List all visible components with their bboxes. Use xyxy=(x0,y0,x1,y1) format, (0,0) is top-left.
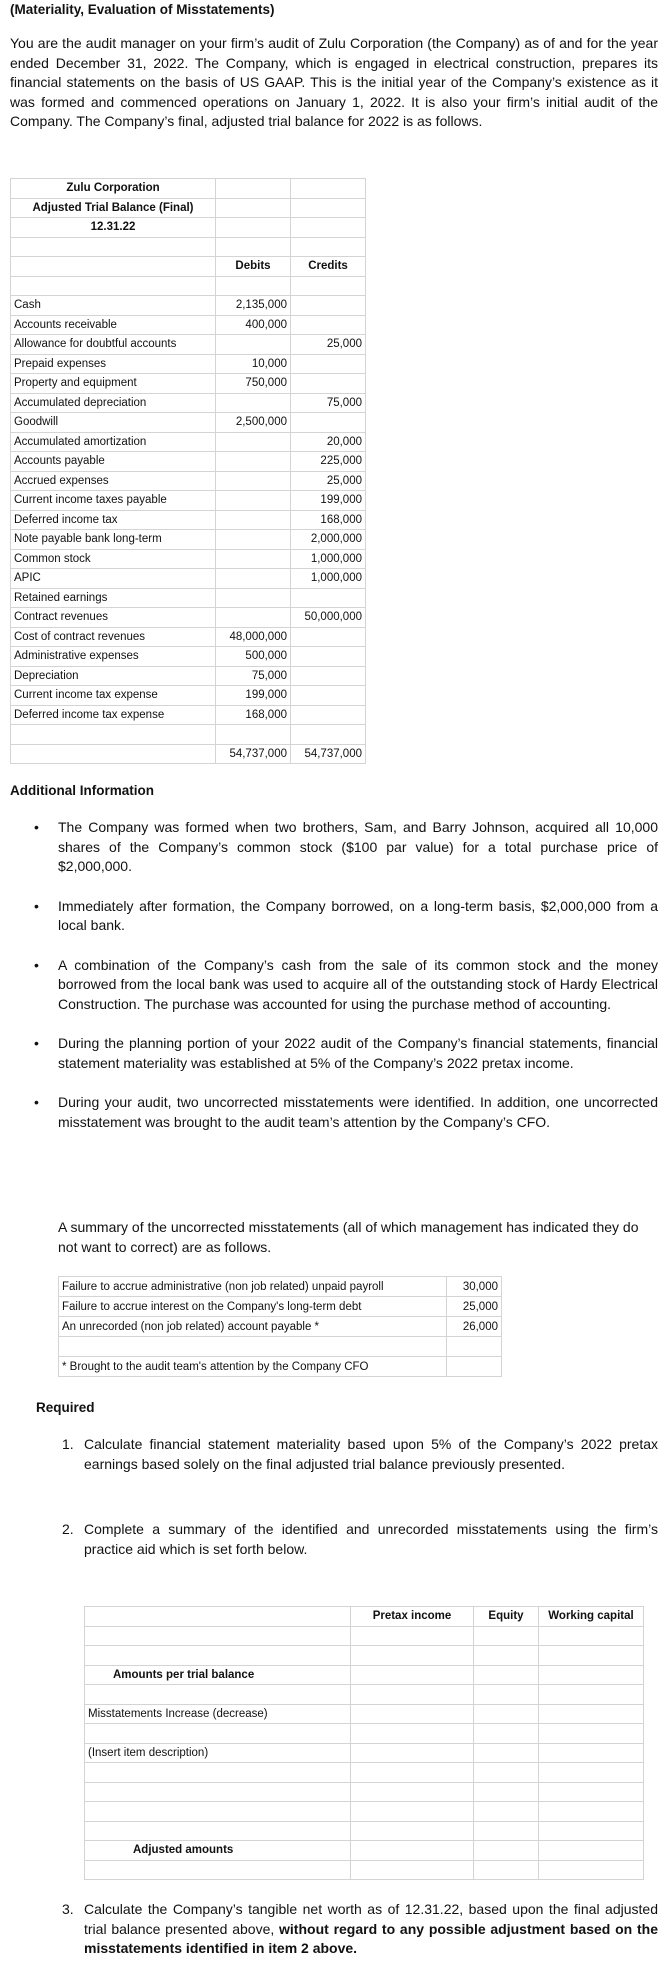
table-row: Failure to accrue interest on the Company's long-term debt 25,000 xyxy=(59,1297,502,1317)
requirement-2: 2. Complete a summary of the identified and unrecorded misstatements using the firm’s practice aid which is set forth below. xyxy=(62,1521,658,1557)
table-row: An unrecorded (non job related) account payable * 26,000 xyxy=(59,1317,502,1337)
tb-credit-value xyxy=(291,647,366,667)
pa-col-equity: Equity xyxy=(474,1607,539,1627)
tb-credit-value xyxy=(291,315,366,335)
trial-balance-table xyxy=(10,178,366,764)
tb-credit-value: 1,000,000 xyxy=(291,569,366,589)
tb-debit-value xyxy=(216,335,291,355)
tb-account-name: Retained earnings xyxy=(11,588,216,608)
list-item: • The Company was formed when two brothers, Sam, and Barry Johnson, acquired all 10,000 shares of the Company’s common stock ($100 par value) for a total purchase price of $2,000,000. xyxy=(34,819,658,874)
required-heading: Required xyxy=(36,1400,95,1415)
tb-debit-value: 2,135,000 xyxy=(216,296,291,316)
tb-debit-value: 75,000 xyxy=(216,666,291,686)
tb-account-name: Current income tax expense xyxy=(11,686,216,706)
additional-info-list xyxy=(30,818,658,1152)
table-row xyxy=(59,1357,502,1377)
tb-account-name: Accrued expenses xyxy=(11,471,216,491)
table-row xyxy=(11,588,366,608)
tb-debit-value: 168,000 xyxy=(216,705,291,725)
tb-account-name: APIC xyxy=(11,569,216,589)
practice-aid-table xyxy=(84,1606,644,1880)
tb-account-name: Common stock xyxy=(11,549,216,569)
table-row xyxy=(11,393,366,413)
tb-account-name: Deferred income tax expense xyxy=(11,705,216,725)
tb-debit-value: 10,000 xyxy=(216,354,291,374)
pa-insert-item: (Insert item description) xyxy=(85,1743,351,1763)
table-row xyxy=(11,627,366,647)
tb-heading-company: Zulu Corporation xyxy=(11,179,216,199)
table-row xyxy=(11,608,366,628)
tb-heading-title: Adjusted Trial Balance (Final) xyxy=(11,198,216,218)
tb-credits-header: Credits xyxy=(291,257,366,277)
list-item: • During your audit, two uncorrected misstatements were identified. In addition, one uncorrected misstatement was brought to the audit team’s attention by the Company’s CFO. xyxy=(34,1094,658,1130)
pa-col-working-capital: Working capital xyxy=(539,1607,644,1627)
tb-account-name: Goodwill xyxy=(11,413,216,433)
tb-debit-value: 2,500,000 xyxy=(216,413,291,433)
tb-debit-value: 750,000 xyxy=(216,374,291,394)
tb-account-name: Contract revenues xyxy=(11,608,216,628)
tb-debit-value xyxy=(216,608,291,628)
table-row xyxy=(11,374,366,394)
tb-credit-value: 199,000 xyxy=(291,491,366,511)
tb-credit-value xyxy=(291,296,366,316)
tb-account-name: Current income taxes payable xyxy=(11,491,216,511)
pa-col-pretax-income: Pretax income xyxy=(351,1607,474,1627)
tb-debits-header: Debits xyxy=(216,257,291,277)
tb-total-credits: 54,737,000 xyxy=(291,744,366,764)
requirement-3: 3. Calculate the Company’s tangible net worth as of 12.31.22, based upon the final adjusted trial balance presented above, without regard to any possible adjustment based on the misstatements identified in item 2 above. xyxy=(62,1901,658,1956)
tb-account-name: Accumulated depreciation xyxy=(11,393,216,413)
tb-credit-value xyxy=(291,588,366,608)
tb-account-name: Accounts receivable xyxy=(11,315,216,335)
list-item: • A combination of the Company’s cash from the sale of its common stock and the money borrowed from the local bank was used to acquire all of the outstanding stock of Hardy Electrical Construction. The purchase was accounted for using the purchase method of accounting. xyxy=(34,956,658,1012)
table-row xyxy=(11,705,366,725)
tb-debit-value: 500,000 xyxy=(216,647,291,667)
tb-debit-value xyxy=(216,432,291,452)
table-row xyxy=(11,549,366,569)
tb-account-name: Administrative expenses xyxy=(11,647,216,667)
table-row xyxy=(11,354,366,374)
table-row xyxy=(11,413,366,433)
tb-account-name: Deferred income tax xyxy=(11,510,216,530)
tb-debit-value xyxy=(216,588,291,608)
tb-account-name: Prepaid expenses xyxy=(11,354,216,374)
table-row xyxy=(11,510,366,530)
pa-misstatements-label: Misstatements Increase (decrease) xyxy=(85,1704,351,1724)
tb-credit-value xyxy=(291,705,366,725)
misstatements-footnote: * Brought to the audit team's attention by the Company CFO xyxy=(59,1357,447,1377)
tb-account-name: Allowance for doubtful accounts xyxy=(11,335,216,355)
tb-credit-value: 25,000 xyxy=(291,471,366,491)
tb-credit-value xyxy=(291,354,366,374)
tb-credit-value xyxy=(291,686,366,706)
tb-account-name: Accumulated amortization xyxy=(11,432,216,452)
misstatement-summary-intro: A summary of the uncorrected misstatements (all of which management has indicated they do not want to correct) are as follows. xyxy=(58,1219,639,1255)
table-row xyxy=(11,432,366,452)
additional-info-heading: Additional Information xyxy=(10,783,154,798)
tb-credit-value: 168,000 xyxy=(291,510,366,530)
tb-debit-value xyxy=(216,393,291,413)
tb-credit-value: 225,000 xyxy=(291,452,366,472)
pa-amounts-per-tb: Amounts per trial balance xyxy=(85,1665,351,1685)
tb-debit-value: 400,000 xyxy=(216,315,291,335)
table-row xyxy=(11,335,366,355)
misstatements-table xyxy=(58,1276,502,1377)
table-row xyxy=(11,471,366,491)
tb-account-name: Cost of contract revenues xyxy=(11,627,216,647)
tb-credit-value: 1,000,000 xyxy=(291,549,366,569)
tb-debit-value xyxy=(216,491,291,511)
page-title: (Materiality, Evaluation of Misstatements) xyxy=(10,2,275,17)
table-row xyxy=(11,647,366,667)
tb-total-debits: 54,737,000 xyxy=(216,744,291,764)
tb-account-name: Cash xyxy=(11,296,216,316)
tb-debit-value: 48,000,000 xyxy=(216,627,291,647)
tb-account-name: Accounts payable xyxy=(11,452,216,472)
tb-credit-value xyxy=(291,666,366,686)
tb-credit-value: 75,000 xyxy=(291,393,366,413)
table-row xyxy=(11,491,366,511)
tb-account-name: Depreciation xyxy=(11,666,216,686)
table-row: Failure to accrue administrative (non job related) unpaid payroll 30,000 xyxy=(59,1277,502,1297)
tb-debit-value xyxy=(216,530,291,550)
tb-credit-value xyxy=(291,627,366,647)
tb-credit-value xyxy=(291,413,366,433)
table-row xyxy=(11,296,366,316)
requirement-1: 1. Calculate financial statement materiality based upon 5% of the Company’s 2022 pretax earnings based solely on the final adjusted trial balance previously presented. xyxy=(62,1436,658,1472)
table-row xyxy=(11,530,366,550)
list-item: • Immediately after formation, the Company borrowed, on a long-term basis, $2,000,000 from a local bank. xyxy=(34,897,658,933)
tb-credit-value: 20,000 xyxy=(291,432,366,452)
table-row xyxy=(11,569,366,589)
intro-paragraph: You are the audit manager on your firm’s audit of Zulu Corporation (the Company) as of and for the year ended December 31, 2022. The Company, which is engaged in electrical construction, prepares its financial statements on the basis of US GAAP. This is the initial year of the Company’s existence as it was formed and commenced operations on January 1, 2022. It is also your firm’s initial audit of the Company. The Company’s final, adjusted trial balance for 2022 is as follows. xyxy=(10,35,658,129)
tb-credit-value: 50,000,000 xyxy=(291,608,366,628)
tb-credit-value: 25,000 xyxy=(291,335,366,355)
list-item: • During the planning portion of your 2022 audit of the Company’s financial statements, financial statement materiality was established at 5% of the Company’s 2022 pretax income. xyxy=(34,1035,658,1071)
tb-heading-date: 12.31.22 xyxy=(11,218,216,238)
table-row xyxy=(11,315,366,335)
tb-credit-value: 2,000,000 xyxy=(291,530,366,550)
tb-debit-value xyxy=(216,471,291,491)
table-row xyxy=(11,452,366,472)
tb-debit-value xyxy=(216,549,291,569)
tb-account-name: Note payable bank long-term xyxy=(11,530,216,550)
tb-credit-value xyxy=(291,374,366,394)
tb-debit-value xyxy=(216,452,291,472)
tb-debit-value: 199,000 xyxy=(216,686,291,706)
table-row xyxy=(11,666,366,686)
pa-adjusted-amounts: Adjusted amounts xyxy=(85,1841,351,1861)
tb-account-name: Property and equipment xyxy=(11,374,216,394)
tb-debit-value xyxy=(216,510,291,530)
table-row xyxy=(11,686,366,706)
tb-debit-value xyxy=(216,569,291,589)
